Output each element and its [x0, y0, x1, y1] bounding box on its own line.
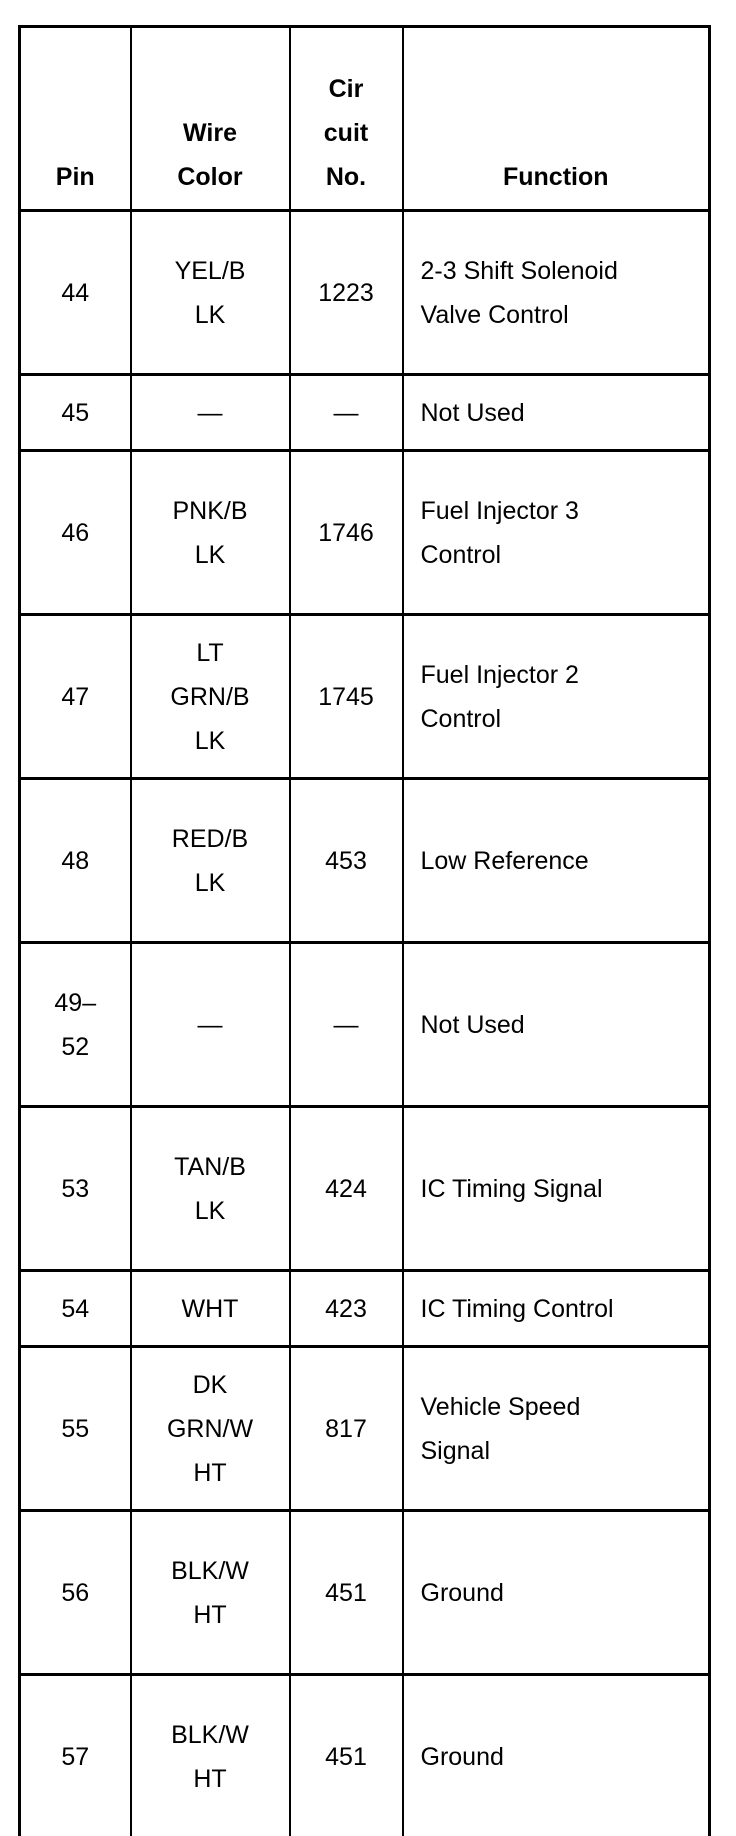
function-cell: IC Timing Control	[403, 1271, 710, 1347]
function-cell: Vehicle Speed Signal	[403, 1347, 710, 1511]
pin-cell: 47	[20, 615, 131, 779]
table-row	[20, 1675, 710, 1836]
table-row	[20, 211, 710, 375]
connector-pinout-table-wrapper	[18, 25, 708, 1836]
circuit-no-cell: —	[290, 375, 403, 451]
wire-color-cell: BLK/W HT	[131, 1511, 290, 1675]
wire-color-cell: —	[131, 375, 290, 451]
pin-cell: 54	[20, 1271, 131, 1347]
function-cell: Fuel Injector 2 Control	[403, 615, 710, 779]
table-header-row	[20, 27, 710, 211]
wire-color-cell: RED/B LK	[131, 779, 290, 943]
function-cell: IC Timing Signal	[403, 1107, 710, 1271]
table-row	[20, 1511, 710, 1675]
circuit-no-cell: 817	[290, 1347, 403, 1511]
pin-cell: 55	[20, 1347, 131, 1511]
function-cell: Not Used	[403, 943, 710, 1107]
pin-cell: 57	[20, 1675, 131, 1836]
pin-cell: 49– 52	[20, 943, 131, 1107]
header-function: Function	[403, 27, 710, 211]
circuit-no-cell: 424	[290, 1107, 403, 1271]
wire-color-cell: YEL/B LK	[131, 211, 290, 375]
circuit-no-cell: 453	[290, 779, 403, 943]
header-circuit-no: Cir cuit No.	[290, 27, 403, 211]
pin-cell: 53	[20, 1107, 131, 1271]
table-row	[20, 1347, 710, 1511]
function-cell: Fuel Injector 3 Control	[403, 451, 710, 615]
function-cell: Ground	[403, 1675, 710, 1836]
table-row	[20, 1107, 710, 1271]
pin-cell: 44	[20, 211, 131, 375]
table-row	[20, 375, 710, 451]
circuit-no-cell: 423	[290, 1271, 403, 1347]
wire-color-cell: PNK/B LK	[131, 451, 290, 615]
table-row	[20, 451, 710, 615]
table-row	[20, 779, 710, 943]
function-cell: Low Reference	[403, 779, 710, 943]
pin-cell: 48	[20, 779, 131, 943]
header-pin: Pin	[20, 27, 131, 211]
pin-cell: 45	[20, 375, 131, 451]
circuit-no-cell: 451	[290, 1511, 403, 1675]
connector-pinout-table	[18, 25, 711, 1836]
wire-color-cell: TAN/B LK	[131, 1107, 290, 1271]
table-row	[20, 943, 710, 1107]
function-cell: Ground	[403, 1511, 710, 1675]
table-row	[20, 615, 710, 779]
pin-cell: 56	[20, 1511, 131, 1675]
circuit-no-cell: 1223	[290, 211, 403, 375]
wire-color-cell: LT GRN/B LK	[131, 615, 290, 779]
circuit-no-cell: 1745	[290, 615, 403, 779]
header-wire-color: Wire Color	[131, 27, 290, 211]
function-cell: Not Used	[403, 375, 710, 451]
pin-cell: 46	[20, 451, 131, 615]
wire-color-cell: BLK/W HT	[131, 1675, 290, 1836]
circuit-no-cell: —	[290, 943, 403, 1107]
circuit-no-cell: 451	[290, 1675, 403, 1836]
wire-color-cell: WHT	[131, 1271, 290, 1347]
table-row	[20, 1271, 710, 1347]
circuit-no-cell: 1746	[290, 451, 403, 615]
function-cell: 2-3 Shift Solenoid Valve Control	[403, 211, 710, 375]
wire-color-cell: —	[131, 943, 290, 1107]
wire-color-cell: DK GRN/W HT	[131, 1347, 290, 1511]
